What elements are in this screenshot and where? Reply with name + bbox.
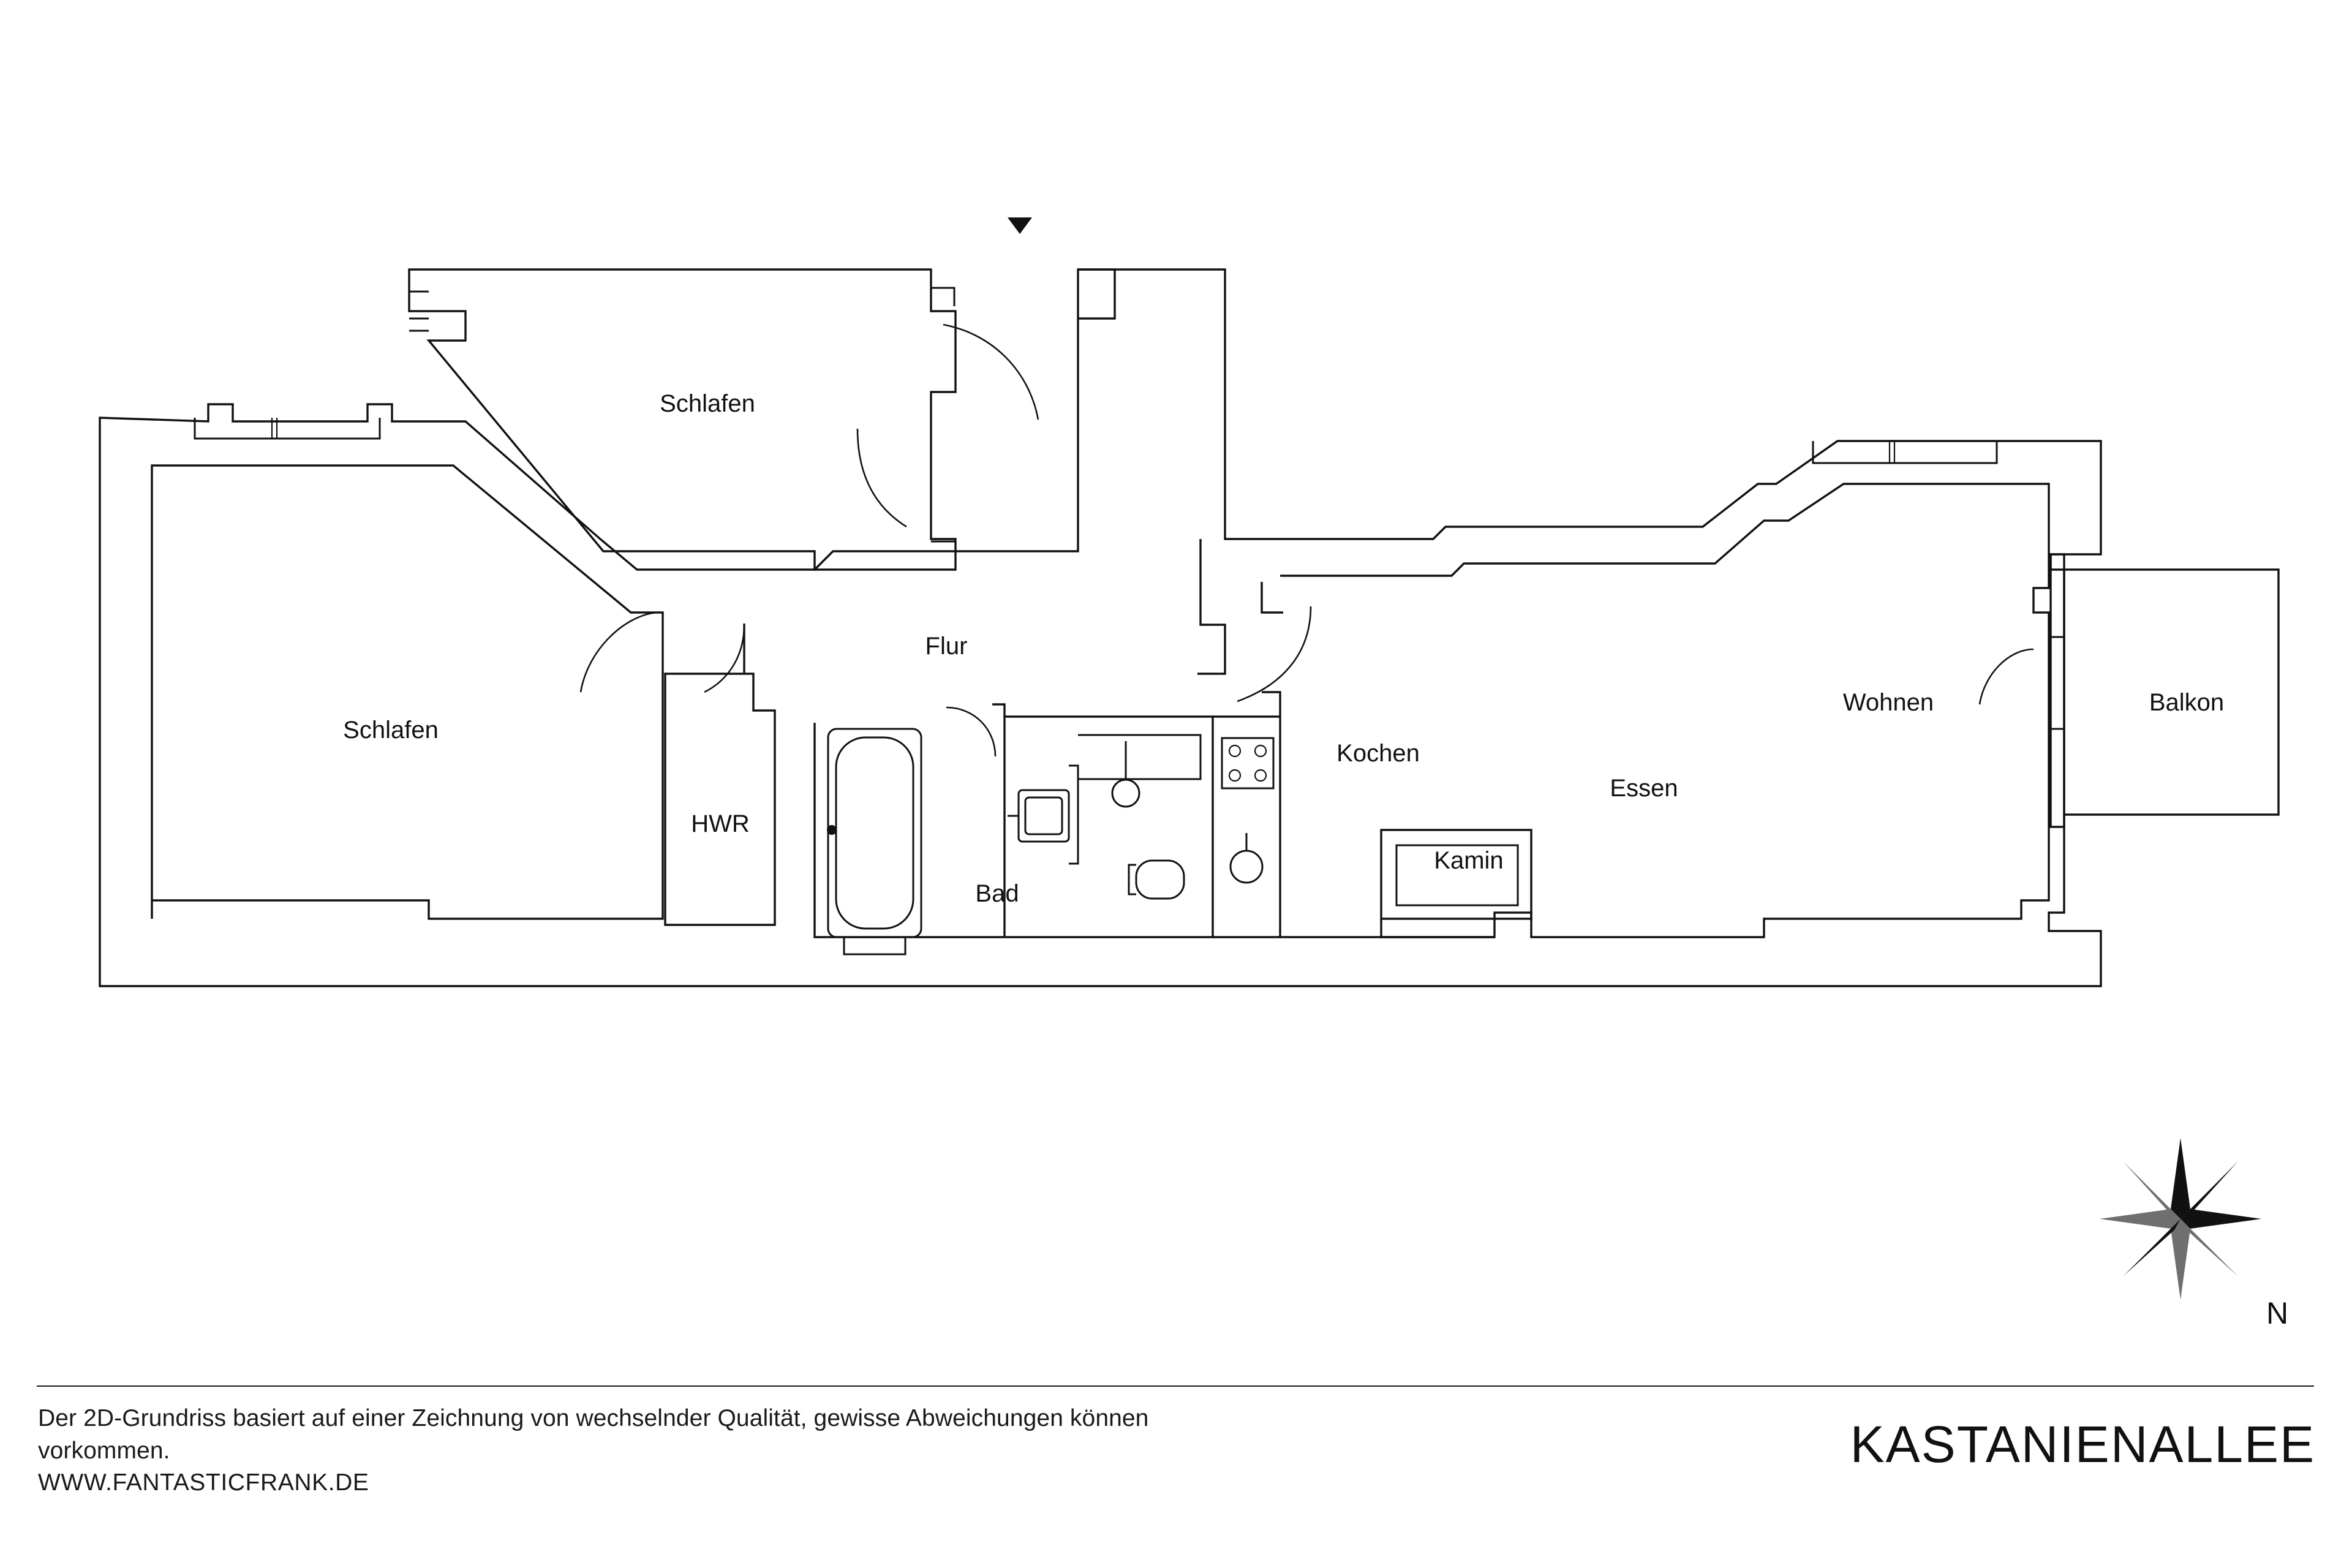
footer-divider [37, 1385, 2314, 1387]
disclaimer-line-1: Der 2D-Grundriss basiert auf einer Zeichnung von wechselnder Qualität, [38, 1405, 807, 1431]
room-label-kamin: Kamin [1434, 847, 1504, 874]
room-label-schlafen-left: Schlafen [343, 717, 439, 744]
entry-arrow-icon [1008, 217, 1032, 234]
window-right-upper [1813, 441, 1997, 463]
compass-north-label: N [2266, 1296, 2289, 1330]
room-label-wohnen: Wohnen [1842, 689, 1934, 716]
room-outline-hwr [665, 624, 775, 925]
room-label-schlafen-top: Schlafen [660, 390, 755, 417]
room-label-flur: Flur [925, 633, 968, 660]
wall-outline [100, 270, 2101, 986]
website-url: WWW.FANTASTICFRANK.DE [38, 1469, 369, 1496]
room-label-essen: Essen [1610, 775, 1678, 802]
compass-rose-icon [2089, 1127, 2272, 1311]
sink-icon [1008, 735, 1200, 864]
room-label-kochen: Kochen [1336, 740, 1420, 767]
entry-structure [1078, 270, 1283, 674]
door-swings [581, 325, 2034, 756]
room-outline-kochen [1213, 692, 1280, 937]
room-label-bad: Bad [975, 880, 1019, 907]
page-title: KASTANIENALLEE [1850, 1415, 2315, 1473]
disclaimer-line-2: gewisse Abweichungen können vorkommen. [38, 1405, 1149, 1464]
footer-disclaimer [38, 1403, 1202, 1499]
room-outline-schlafen-left [152, 466, 663, 919]
fireplace-kamin [1381, 830, 1531, 937]
room-label-hwr: HWR [691, 810, 750, 837]
shower-icon [1112, 741, 1139, 807]
bathtub-icon [827, 729, 921, 954]
room-label-balkon: Balkon [2149, 689, 2225, 716]
toilet-icon [1129, 861, 1184, 899]
room-outline-schlafen-top [409, 270, 956, 570]
